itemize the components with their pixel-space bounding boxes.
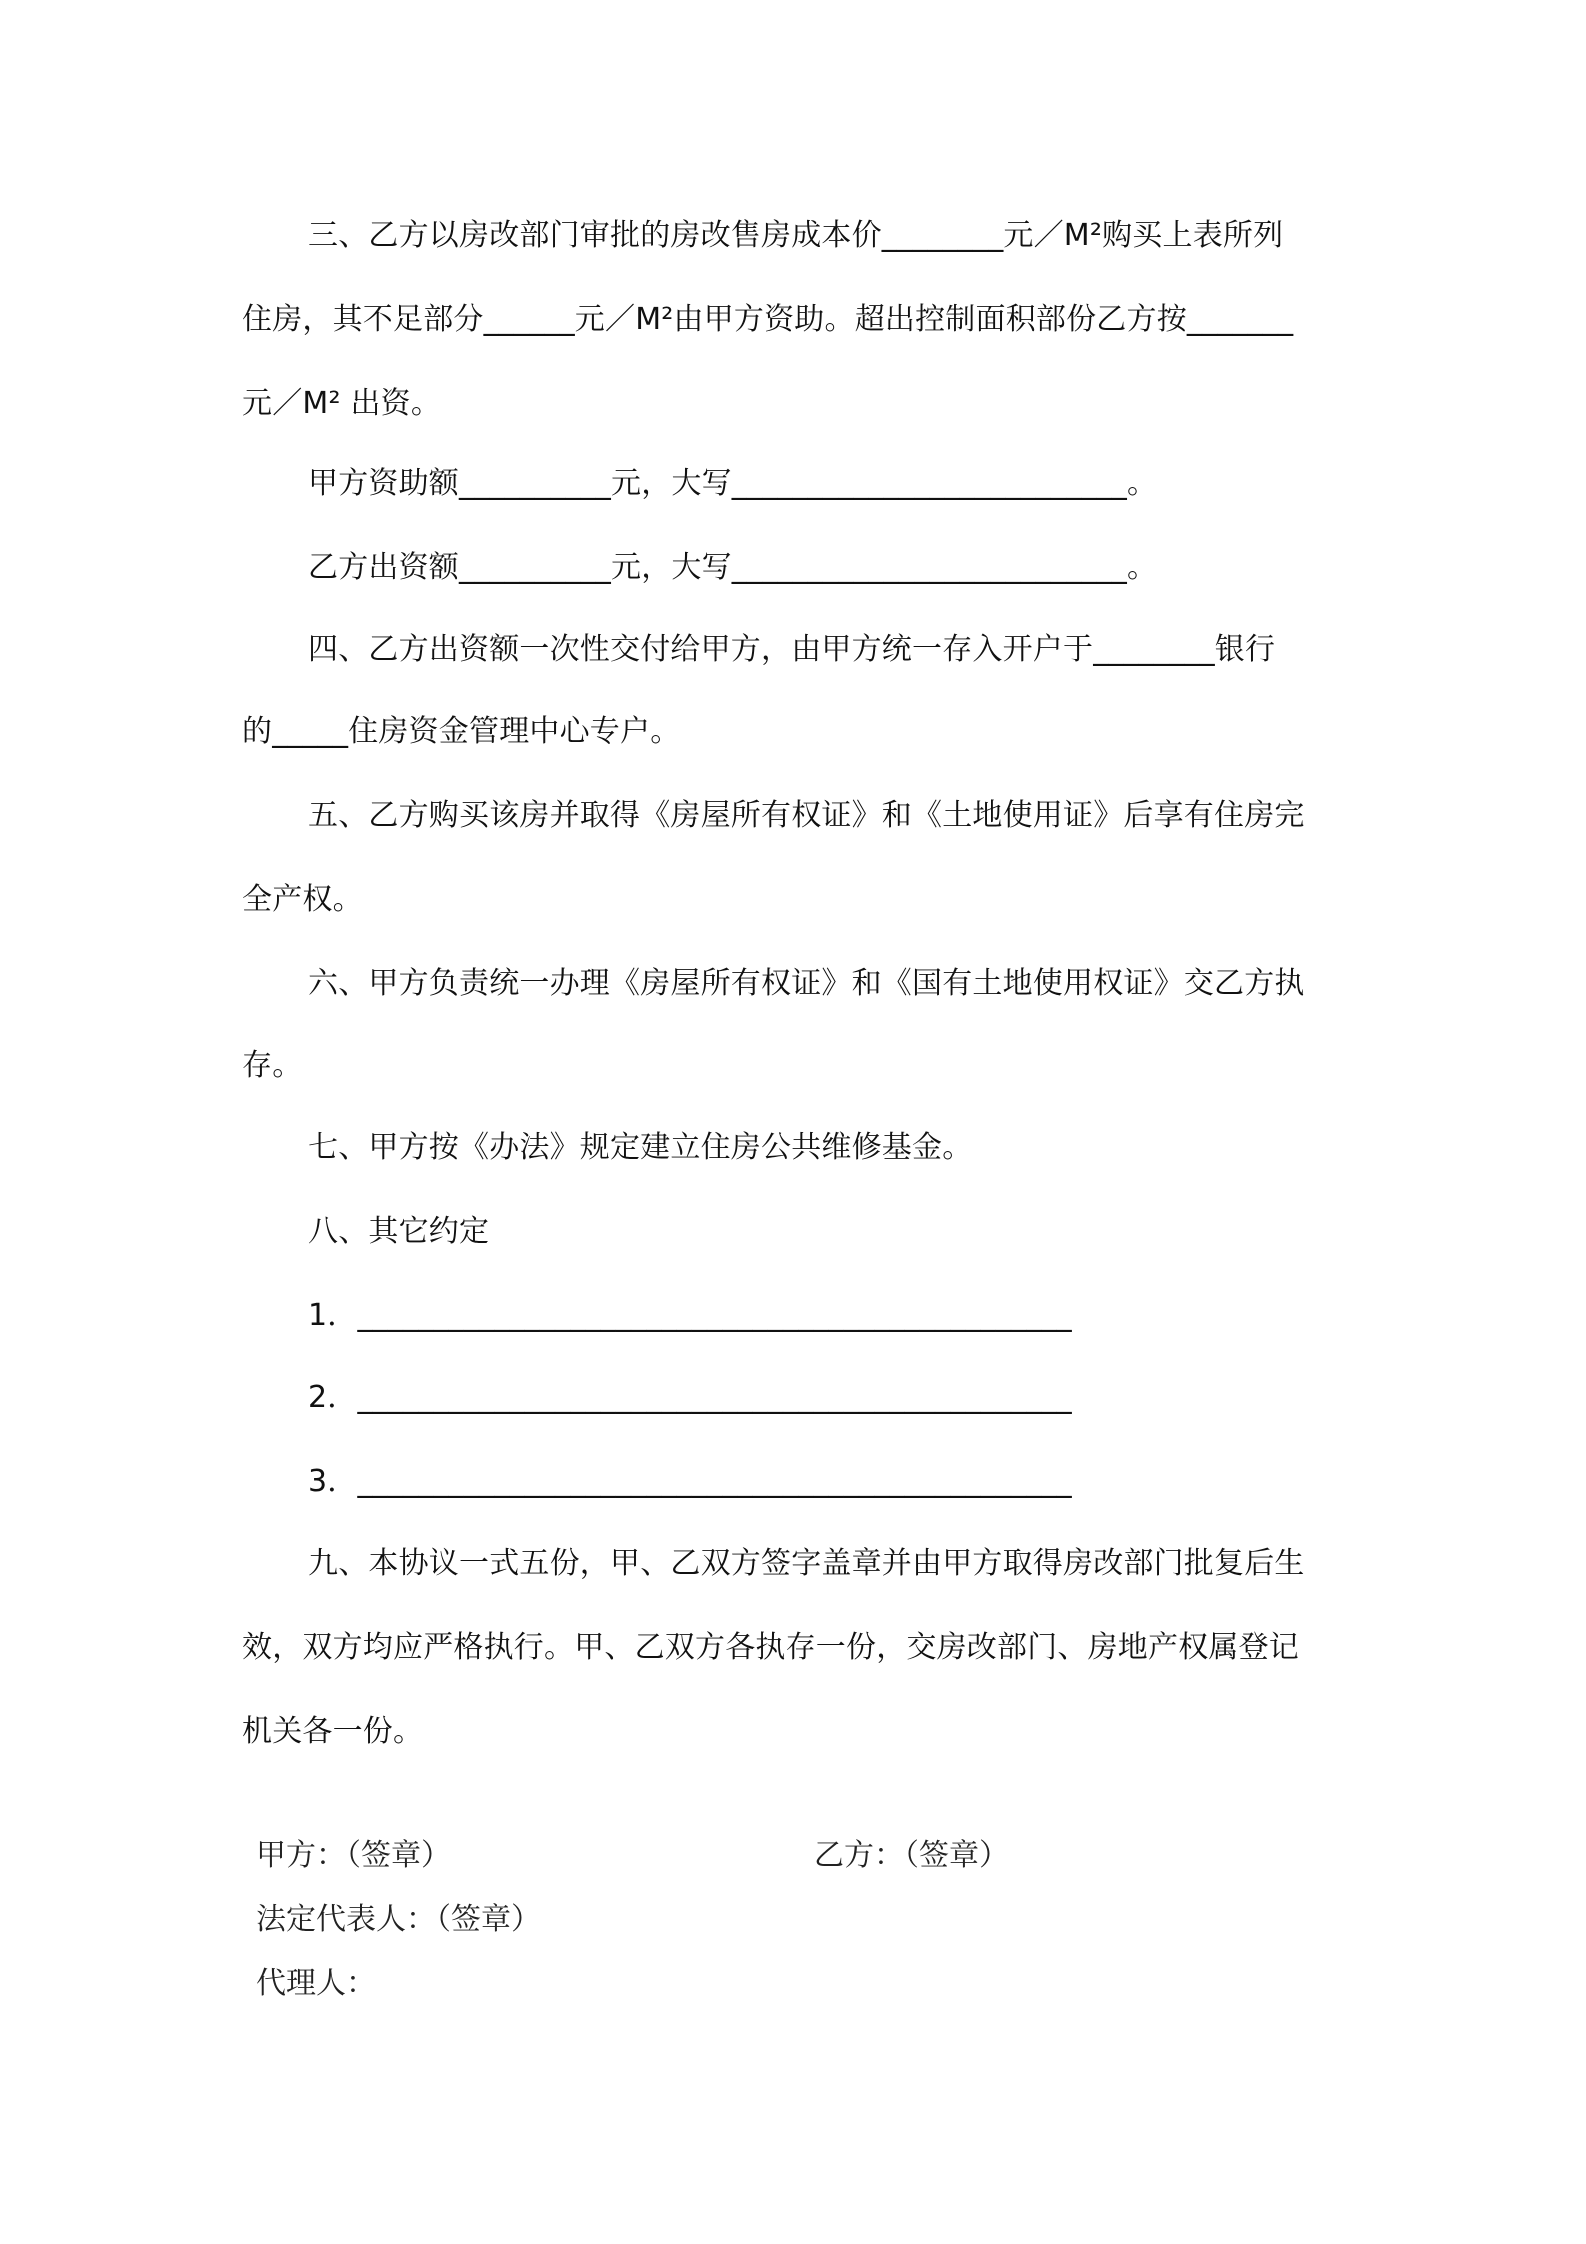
clause-9-line-2: 效，双方均应严格执行。甲、乙双方各执存一份，交房改部门、房地产权属登记 — [242, 1630, 1299, 1665]
party-b-payment-line: 乙方出资额__________元，大写__________________________。 — [308, 550, 1158, 585]
clause-9-line-3: 机关各一份。 — [242, 1714, 424, 1749]
clause-3-line-3: 元／M² 出资。 — [242, 386, 442, 421]
clause-5-line-2: 全产权。 — [242, 882, 363, 917]
party-b-signature: 乙方：（签章） — [814, 1838, 1009, 1873]
clause-8-item-2: 2．_______________________________________________ — [308, 1380, 1072, 1415]
clause-9-line-1: 九、本协议一式五份，甲、乙双方签字盖章并由甲方取得房改部门批复后生 — [308, 1546, 1305, 1581]
clause-8-item-3: 3．_______________________________________________ — [308, 1464, 1072, 1499]
clause-5-line-1: 五、乙方购买该房并取得《房屋所有权证》和《土地使用证》后享有住房完 — [308, 798, 1305, 833]
clause-3-line-2: 住房，其不足部分______元／M²由甲方资助。超出控制面积部份乙方按_______ — [242, 302, 1294, 337]
clause-8-heading: 八、其它约定 — [308, 1214, 490, 1249]
clause-4-line-1: 四、乙方出资额一次性交付给甲方，由甲方统一存入开户于________银行 — [308, 632, 1276, 667]
party-a-signature: 甲方：（签章） — [256, 1838, 451, 1873]
party-a-subsidy-line: 甲方资助额__________元，大写__________________________。 — [308, 466, 1158, 501]
legal-representative-signature: 法定代表人：（签章） — [256, 1902, 541, 1937]
clause-6-line-2: 存。 — [242, 1048, 303, 1083]
clause-3-line-1: 三、乙方以房改部门审批的房改售房成本价________元／M²购买上表所列 — [308, 218, 1284, 253]
clause-6-line-1: 六、甲方负责统一办理《房屋所有权证》和《国有土地使用权证》交乙方执 — [308, 966, 1305, 1001]
clause-8-item-1: 1．_______________________________________________ — [308, 1298, 1072, 1333]
agent-signature: 代理人： — [256, 1966, 376, 2001]
clause-4-line-2: 的_____住房资金管理中心专户。 — [242, 714, 681, 749]
clause-7-line-1: 七、甲方按《办法》规定建立住房公共维修基金。 — [308, 1130, 973, 1165]
